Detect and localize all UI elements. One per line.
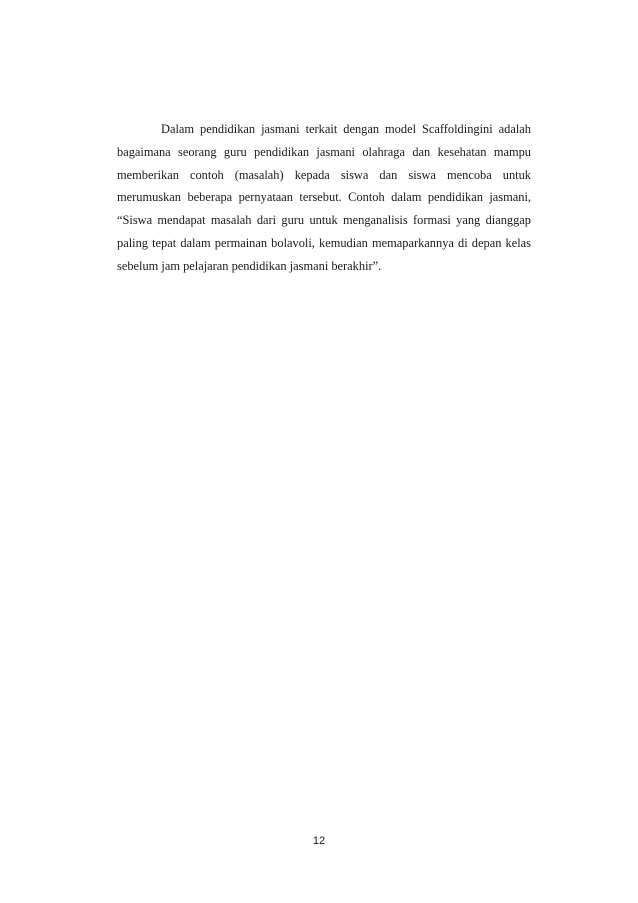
paragraph-line: memberikan contoh (masalah) kepada siswa dan siswa mencoba untuk xyxy=(117,167,531,182)
page-number: 12 xyxy=(312,835,326,847)
paragraph-line: bagaimana seorang guru pendidikan jasmani olahraga dan kesehatan mampu xyxy=(117,144,531,159)
body-paragraph xyxy=(117,118,531,278)
paragraph-line: “Siswa mendapat masalah dari guru untuk menganalisis formasi yang dianggap xyxy=(117,213,531,228)
paragraph-line: paling tepat dalam permainan bolavoli, kemudian memaparkannya di depan kelas xyxy=(117,235,531,250)
paragraph-line: merumuskan beberapa pernyataan tersebut. Contoh dalam pendidikan jasmani, xyxy=(117,190,531,205)
paragraph-line: Dalam pendidikan jasmani terkait dengan model Scaffoldingini adalah xyxy=(161,122,531,136)
paragraph-line: sebelum jam pelajaran pendidikan jasmani berakhir”. xyxy=(117,258,382,273)
